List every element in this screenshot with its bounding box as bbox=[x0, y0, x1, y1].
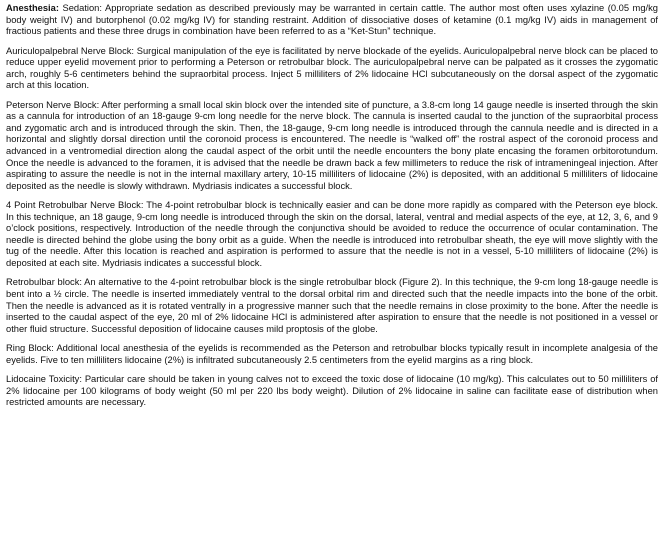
paragraph-lidocaine-toxicity: Lidocaine Toxicity: Particular care should be taken in young calves not to exceed the toxic dose of lidocaine (10 mg/kg). This calculates out to 50 milliliters of 2% lidocaine per 100 kilograms of body weight (50 ml per 220 lbs body weight). Dilution of 2% lidocaine in saline can facilitate ease of distribution when restricted amounts are necessary. bbox=[6, 374, 658, 408]
paragraph-auriculopalpebral-block: Auriculopalpebral Nerve Block: Surgical manipulation of the eye is facilitated by nerve blockade of the eyelids. Auriculopalpebral nerve block can be placed to reduce upper eyelid movement prior to performing a Peterson or retrobulbar block. The auriculopalpebral nerve can be palpated as it crosses the zygomatic arch, roughly 5-6 centimeters behind the supraorbital process. Inject 5 milliliters of 2% lidocaine HCl subcutaneously on the dorsal aspect of the zygomatic arch at this location. bbox=[6, 45, 658, 91]
anesthesia-heading: Anesthesia: bbox=[6, 3, 59, 13]
paragraph-peterson-block: Peterson Nerve Block: After performing a small local skin block over the intended site of puncture, a 3.8-cm long 14 gauge needle is inserted through the skin as a cannula for introduction of an 18-gauge 9-cm long needle for the nerve block. The cannula is inserted caudal to the junction of the supraorbital process and zygomatic arch and is introduced through the skin. Then, the 18-gauge, 9-cm long needle is introduced through the cannula needle and is directed in a horizontal and slightly dorsal direction until the coronoid process is encountered. The needle is “walked off” the rostral aspect of the coronoid process and advanced in a ventromedial direction along the caudal aspect of the orbit until the needle encounters the bony plate encasing the foramen orbitorotundum. Once the needle is advanced to the foramen, it is advised that the needle be drawn back a few millimeters to reduce the risk of intrameningeal injection. After aspirating to assure the needle is not in the internal maxillary artery, 10-15 milliliters of lidocaine (2%) is deposited, with an additional 5 milliliters of lidocaine deposited as the needle is slowly withdrawn. Mydriasis indicates a successful block. bbox=[6, 99, 658, 191]
paragraph-ring-block: Ring Block: Additional local anesthesia of the eyelids is recommended as the Peterson and retrobulbar blocks typically result in incomplete analgesia of the eyelids. Five to ten milliliters lidocaine (2%) is infiltrated subcutaneously 2.5 centimeters from the eyelid margins as a ring block. bbox=[6, 343, 658, 365]
paragraph-four-point-retrobulbar-block: 4 Point Retrobulbar Nerve Block: The 4-point retrobulbar block is technically easier and can be done more rapidly as compared with the Peterson eye block. In this technique, an 18 gauge, 9-cm long needle is introduced through the skin on the dorsal, lateral, ventral and medial aspects of the eye, at 12, 3, 6, and 9 o’clock positions, respectively. Introduction of the needle through the conjunctiva should be avoided to reduce the occurrence of ocular contamination. The needle is directed behind the globe using the bony orbit as a guide. When the needle is introduced into retrobulbar sheath, the eye will move slightly with the tug of the needle. After this location is reached and aspiration is performed to assure that the needle is not in a vessel, 5-10 milliliters of lidocaine (2%) is deposited at each site. Mydriasis indicates a successful block. bbox=[6, 200, 658, 268]
anesthesia-text: Sedation: Appropriate sedation as described previously may be warranted in certain cattle. The author most often uses xylazine (0.05 mg/kg body weight IV) and butorphenol (0.02 mg/kg IV) for standing restraint. Addition of dissociative doses of ketamine (0.1 mg/kg IV) aids in management of fractious patients and these three drugs in combination have been referred to as a “Ket-Stun” technique. bbox=[6, 3, 658, 37]
paragraph-retrobulbar-block: Retrobulbar block: An alternative to the 4-point retrobulbar block is the single retrobulbar block (Figure 2). In this technique, the 9-cm long 18-gauge needle is bent into a ½ circle. The needle is inserted immediately ventral to the dorsal orbital rim and directed such that the needle impacts into the bone of the orbit. Then the needle is advanced as it is rotated ventrally in a progressive manner such that the needle remains in close proximity to the bone. After the needle is inserted to the caudal aspect of the eye, 20 ml of 2% lidocaine HCl is administered after aspiration to ensure that the needle is not positioned in a vessel or other fluid structure. Successful deposition of lidocaine causes mild proptosis of the globe. bbox=[6, 277, 658, 334]
paragraph-anesthesia bbox=[6, 3, 658, 38]
